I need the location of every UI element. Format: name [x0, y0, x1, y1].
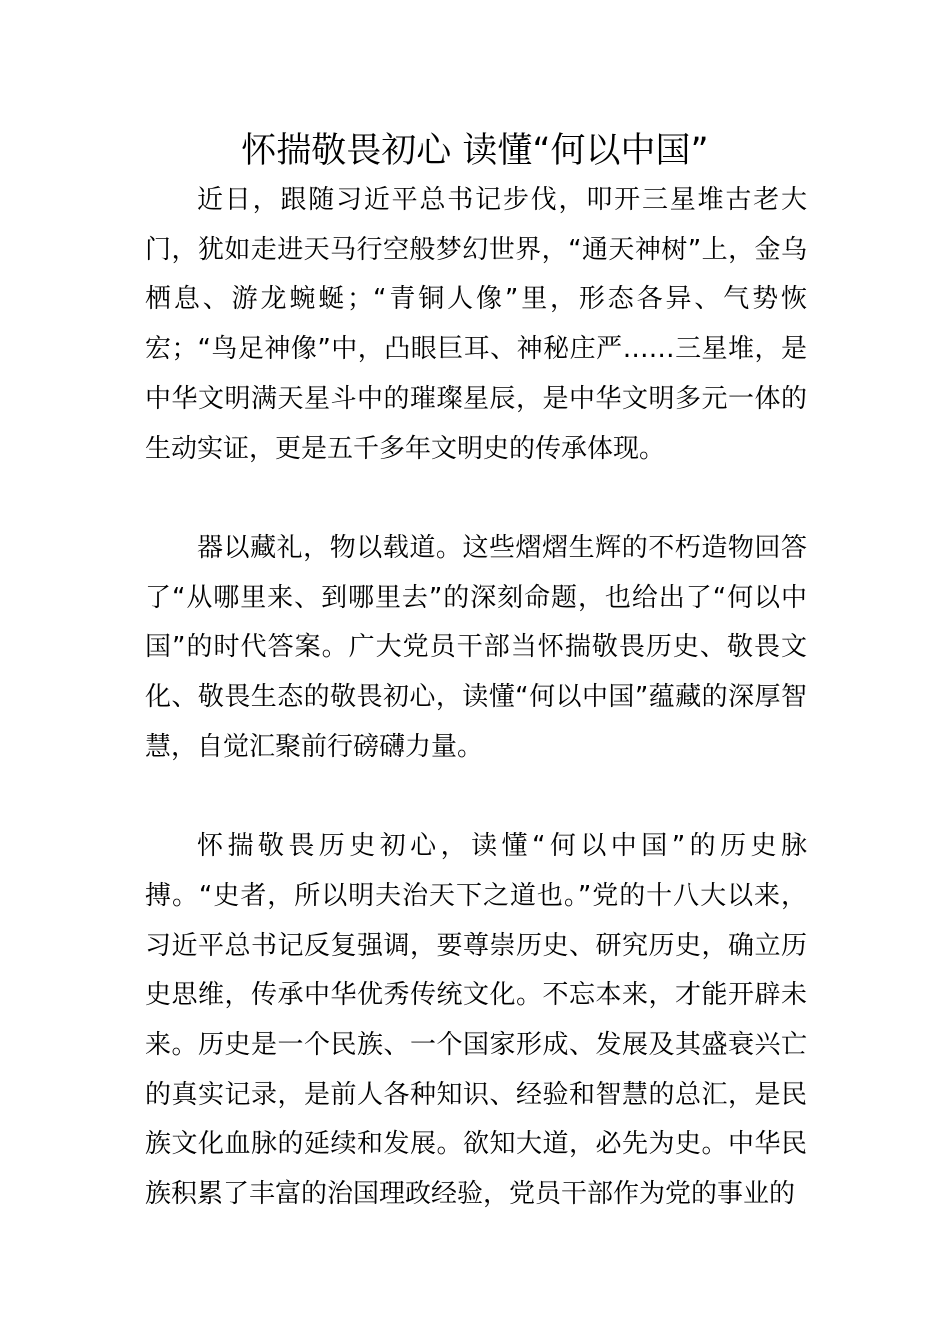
document-body — [145, 176, 807, 1220]
document-title: 怀揣敬畏初心 读懂“何以中国” — [241, 131, 709, 171]
paragraph-3: 怀揣敬畏历史初心，读懂“何以中国”的历史脉搏。“史者，所以明夫治天下之道也。”党的十八大以来，习近平总书记反复强调，要尊崇历史、研究历史，确立历史思维，传承中华优秀传统文化。不忘本来，才能开辟未来。历史是一个民族、一个国家形成、发展及其盛衰兴亡的真实记录，是前人各种知识、经验和智慧的总汇，是民族文化血脉的延续和发展。欲知大道，必先为史。中华民族积累了丰富的治国理政经验，党员干部作为党的事业的 — [145, 831, 807, 1210]
paragraph-1: 近日，跟随习近平总书记步伐，叩开三星堆古老大门，犹如走进天马行空般梦幻世界，“通天神树”上，金乌栖息、游龙蜿蜒；“青铜人像”里，形态各异、气势恢宏；“鸟足神像”中，凸眼巨耳、神秘庄严……三星堆，是中华文明满天星斗中的璀璨星辰，是中华文明多元一体的生动实证，更是五千多年文明史的传承体现。 — [145, 185, 807, 464]
paragraph-2: 器以藏礼，物以载道。这些熠熠生辉的不朽造物回答了“从哪里来、到哪里去”的深刻命题，也给出了“何以中国”的时代答案。广大党员干部当怀揣敬畏历史、敬畏文化、敬畏生态的敬畏初心，读懂“何以中国”蕴藏的深厚智慧，自觉汇聚前行磅礴力量。 — [145, 532, 807, 762]
